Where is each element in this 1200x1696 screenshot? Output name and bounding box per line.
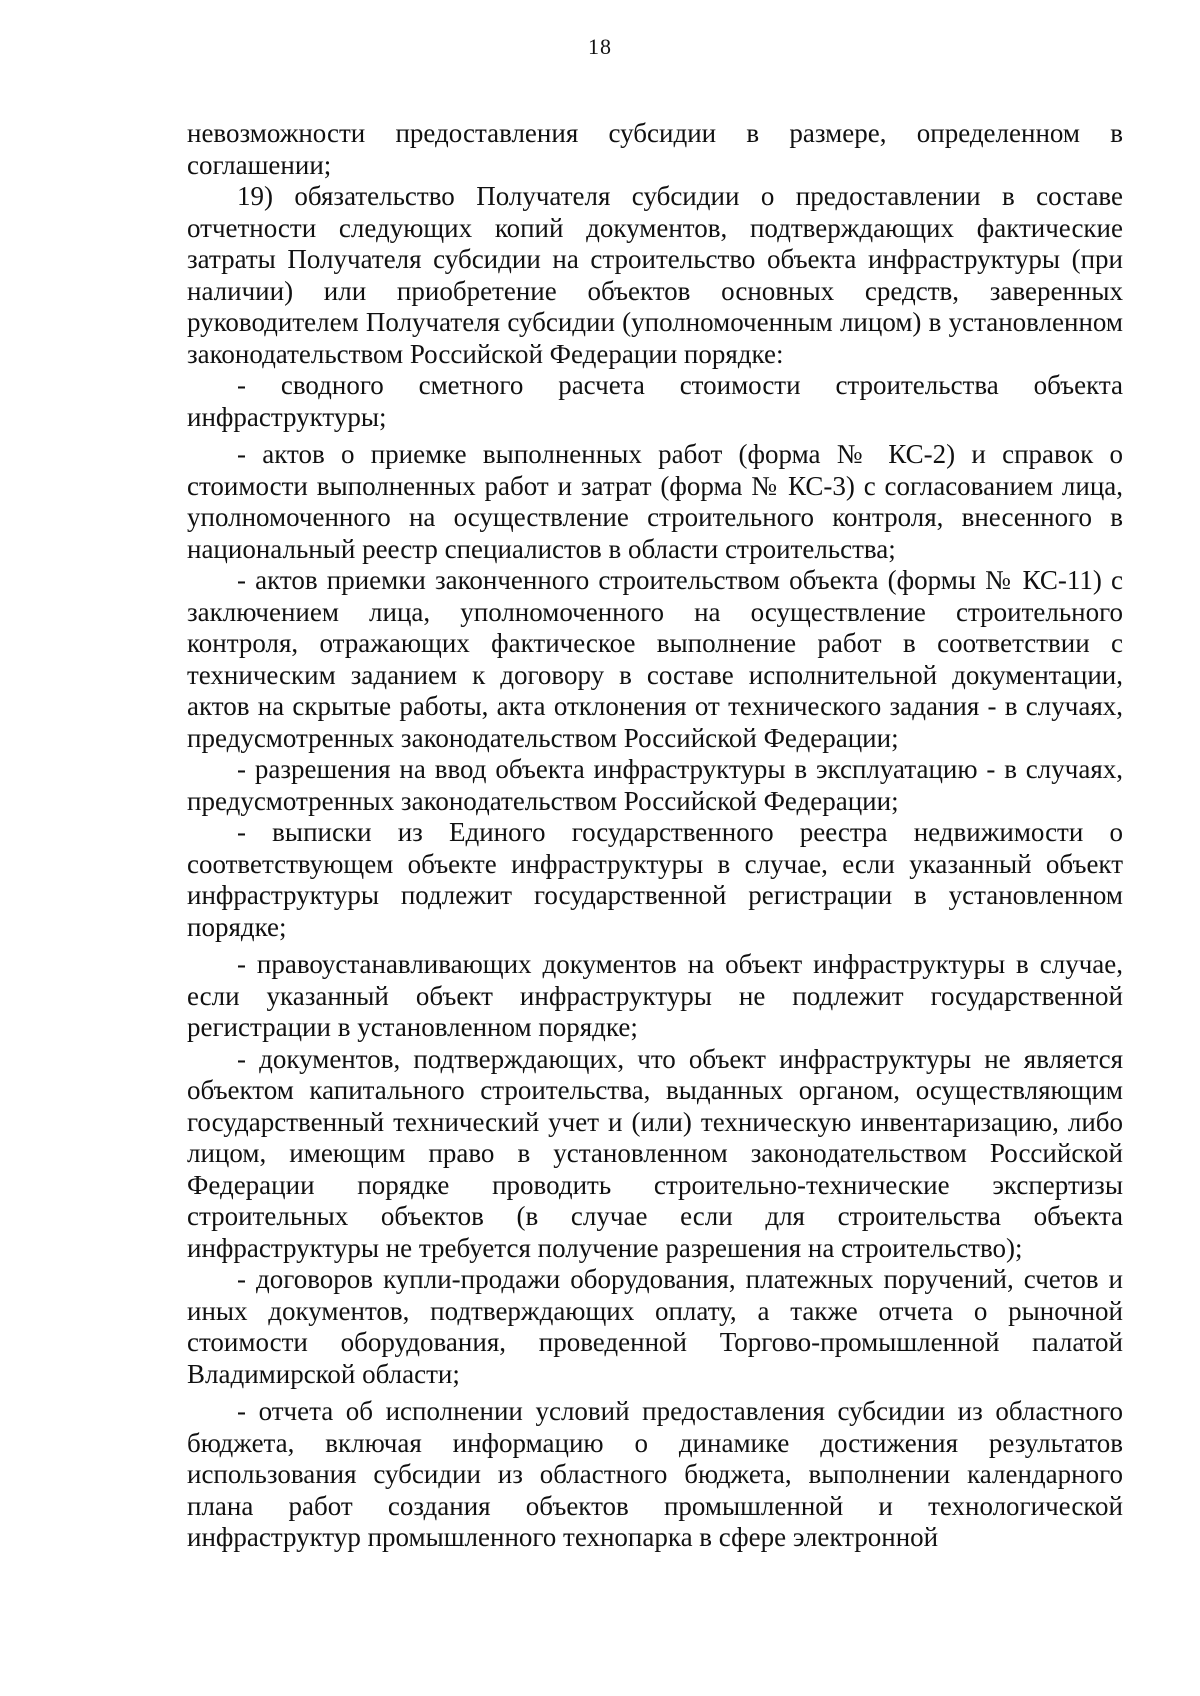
list-item-razreshenie-vvod: - разрешения на ввод объекта инфраструктуры в эксплуатацию - в случаях, предусмотренных законодательством Российской Федерации; <box>187 754 1123 816</box>
paragraph-item-19: 19) обязательство Получателя субсидии о предоставлении в составе отчетности следующих копий документов, подтверждающих фактические затраты Получателя субсидии на строительство объекта инфраструктуры (при наличии) или приобретение объектов основных средств, заверенных руководителем Получателя субсидии (уполномоченным лицом) в установленном законодательством Российской Федерации порядке: <box>187 181 1123 369</box>
list-item-akty-ks2-ks3: - актов о приемке выполненных работ (форма № КС-2) и справок о стоимости выполненных работ и затрат (форма № КС-3) с согласованием лица, уполномоченного на осуществление строительного контроля, внесенного в национальный реестр специалистов в области строительства; <box>187 439 1123 564</box>
document-body <box>187 118 1123 1554</box>
list-item-svodny-raschet: - сводного сметного расчета стоимости строительства объекта инфраструктуры; <box>187 370 1123 432</box>
list-item-dogovory-kupli-prodazhi: - договоров купли-продажи оборудования, платежных поручений, счетов и иных документов, подтверждающих оплату, а также отчета о рыночной стоимости оборудования, проведенной Торгово-промышленной палатой Владимирской области; <box>187 1264 1123 1389</box>
paragraph-continuation: невозможности предоставления субсидии в размере, определенном в соглашении; <box>187 118 1123 180</box>
list-item-pravoustanavlivayushchie: - правоустанавливающих документов на объект инфраструктуры в случае, если указанный объект инфраструктуры не подлежит государственной регистрации в установленном порядке; <box>187 949 1123 1042</box>
list-item-dokumenty-ne-oks: - документов, подтверждающих, что объект инфраструктуры не является объектом капитального строительства, выданных органом, осуществляющим государственный технический учет и (или) техническую инвентаризацию, либо лицом, имеющим право в установленном законодательством Российской Федерации порядке проводить строительно-технические экспертизы строительных объектов (в случае если для строительства объекта инфраструктуры не требуется получение разрешения на строительство); <box>187 1043 1123 1263</box>
page-number: 18 <box>588 34 612 59</box>
list-item-vypiska-egrn: - выписки из Единого государственного реестра недвижимости о соответствующем объекте инфраструктуры в случае, если указанный объект инфраструктуры подлежит государственной регистрации в установленном порядке; <box>187 817 1123 942</box>
list-item-otchet-ob-ispolnenii: - отчета об исполнении условий предоставления субсидии из областного бюджета, включая информацию о динамике достижения результатов использования субсидии из областного бюджета, выполнении календарного плана работ создания объектов промышленной и технологической инфраструктур промышленного технопарка в сфере электронной <box>187 1396 1123 1552</box>
list-item-akty-ks11: - актов приемки законченного строительством объекта (формы № КС-11) с заключением лица, уполномоченного на осуществление строительного контроля, отражающих фактическое выполнение работ в соответствии с техническим заданием к договору в составе исполнительной документации, актов на скрытые работы, акта отклонения от технического задания - в случаях, предусмотренных законодательством Российской Федерации; <box>187 565 1123 753</box>
